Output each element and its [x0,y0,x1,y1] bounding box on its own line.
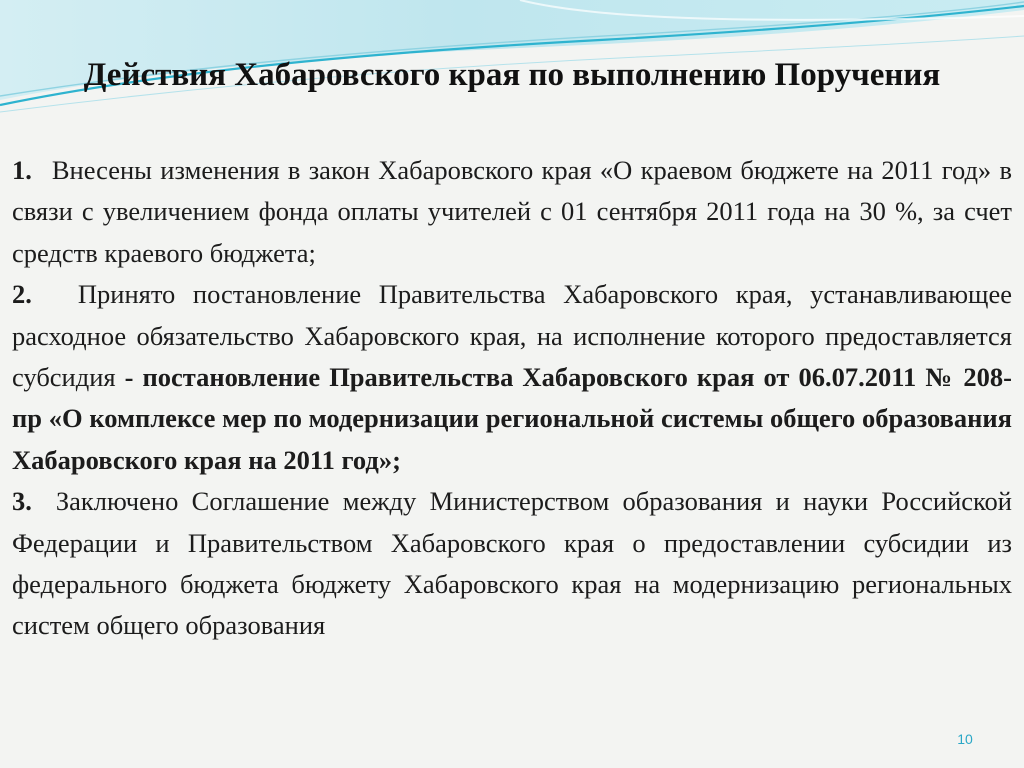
item-text: Принято постановление Правительства Хабаровского края, устанавливающее расходное обязательство Хабаровского края, на исполнение которого предоставляется субсидия [12,279,1012,393]
item-number: 3. [12,486,32,517]
list-item-1 [12,150,1012,274]
item-text: Внесены изменения в закон Хабаровского края «О краевом бюджете на 2011 год» в связи с увеличением фонда оплаты учителей с 01 сентября 2011 года на 30 %, за счет средств краевого бюджета; [12,155,1012,268]
slide-body [12,150,1012,647]
list-item-3 [12,481,1012,647]
list-item-2 [12,274,1012,481]
slide-title: Действия Хабаровского края по выполнению Поручения [83,57,941,93]
item-text: Заключено Соглашение между Министерством образования и науки Российской Федерации и Правительством Хабаровского края о предоставлении субсидии из федерального бюджета бюджету Хабаровского края на модернизацию региональных систем общего образования [12,486,1012,641]
item-number: 1. [12,155,32,185]
item-bold-text: - постановление Правительства Хабаровского края от 06.07.2011 № 208-пр «О комплексе мер по модернизации региональной системы общего образования Хабаровского края на 2011 год»; [12,362,1013,475]
page-number: 10 [957,731,973,747]
item-number: 2. [12,279,32,310]
